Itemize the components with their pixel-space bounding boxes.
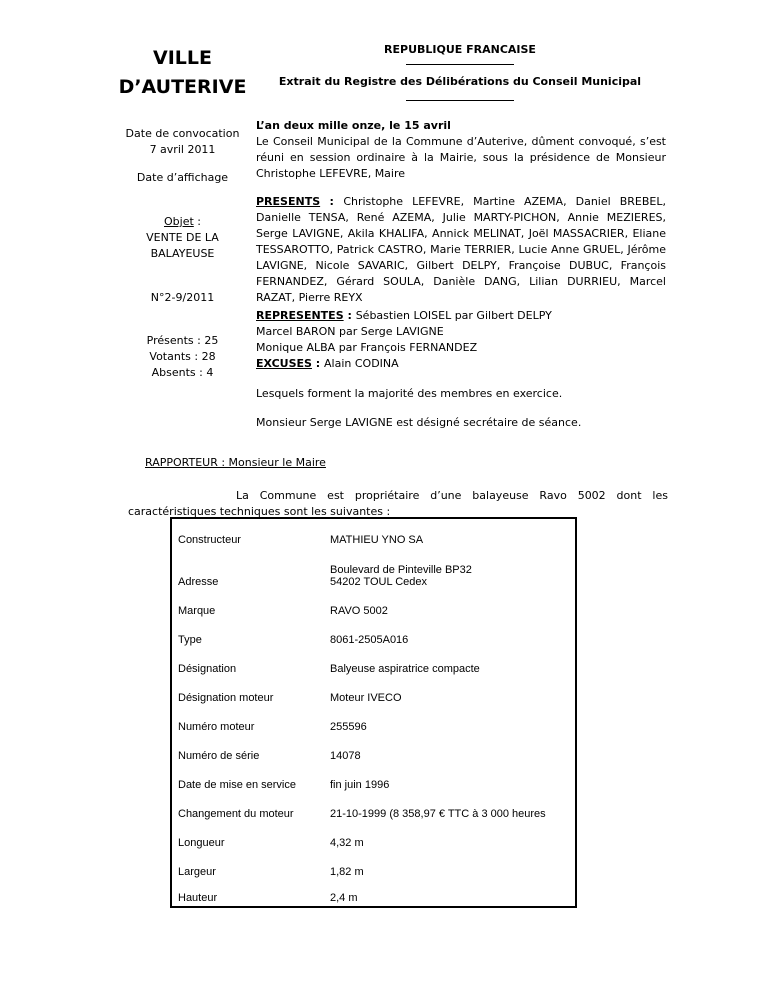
representes-line-2: Marcel BARON par Serge LAVIGNE (256, 325, 444, 338)
table-row (171, 677, 576, 706)
vote-counts (110, 333, 255, 381)
spec-value: RAVO 5002 (330, 605, 388, 617)
presents-separator: : (320, 195, 344, 208)
presents-count: Présents : 25 (146, 334, 219, 347)
excuses-label: EXCUSES (256, 357, 312, 370)
spec-value: Moteur IVECO (330, 692, 402, 704)
convocation-block (110, 126, 255, 158)
header-rule-top (406, 58, 514, 65)
intro-paragraph (128, 488, 668, 520)
session-text: Le Conseil Municipal de la Commune d’Auterive, dûment convoqué, s’est réuni en session ordinaire à la Mairie, sous la présidence de Monsieur Christophe LEFEVRE, Maire (256, 135, 666, 180)
table-row (171, 793, 576, 822)
town-line-1: VILLE (153, 47, 212, 69)
spec-value: Balyeuse aspiratrice compacte (330, 663, 480, 675)
presents-label: PRESENTS (256, 195, 321, 208)
spec-label: Numéro de série (178, 750, 260, 762)
spec-value: 2,4 m (330, 892, 358, 904)
address-line-1: Boulevard de Pinteville BP32 (330, 564, 472, 576)
spec-label: Marque (178, 605, 216, 617)
spec-label: Numéro moteur (178, 721, 255, 733)
spec-label: Date de mise en service (178, 779, 296, 791)
specifications-table (170, 517, 577, 908)
presents-names: Christophe LEFEVRE, Martine AZEMA, Daniel BREBEL, Danielle TENSA, René AZEMA, Julie MARTY-PICHON, Annie MEZIERES, Serge LAVIGNE, Akila KHALIFA, Annick MELINAT, Joël MASSACRIER, Eliane TESSAROTTO, Patrick CASTRO, Marie TERRIER, Lucie Anne GRUEL, Jérôme LAVIGNE, Nicole SAVARIC, Gilbert DELPY, Françoise DUBUC, François FERNANDEZ, Gérard SOULA, Danièle DANG, Lilian DURRIEU, Marcel RAZAT, Pierre REYX (256, 195, 667, 304)
spec-label: Désignation moteur (178, 692, 274, 704)
intro-line-2: caractéristiques techniques sont les suivantes : (128, 505, 391, 518)
affichage-label: Date d’affichage (136, 171, 229, 184)
table-row (171, 619, 576, 648)
intro-line-1: La Commune est propriétaire d’une balayeuse Ravo 5002 dont les (236, 489, 668, 502)
spec-label: Changement du moteur (178, 808, 294, 820)
excuses-names: Alain CODINA (324, 357, 399, 370)
spec-label: Désignation (178, 663, 237, 675)
spec-value: fin juin 1996 (330, 779, 390, 791)
secretary-text: Monsieur Serge LAVIGNE est désigné secrétaire de séance. (256, 416, 582, 429)
town-line-2: D’AUTERIVE (118, 76, 247, 98)
absents-count: Absents : 4 (151, 366, 214, 379)
table-row (171, 880, 576, 907)
session-block (256, 118, 666, 182)
table-row (171, 648, 576, 677)
spec-value: 8061-2505A016 (330, 634, 409, 646)
spec-value (324, 548, 576, 590)
majority-text: Lesquels forment la majorité des membres en exercice. (256, 387, 563, 400)
objet-block (110, 214, 255, 262)
table-row (171, 590, 576, 619)
table-row (171, 851, 576, 880)
spec-label: Type (178, 634, 202, 646)
representes-label: REPRESENTES (256, 309, 344, 322)
representes-name-1: Sébastien LOISEL par Gilbert DELPY (355, 309, 552, 322)
spec-label: Hauteur (178, 892, 218, 904)
table-row (171, 518, 576, 548)
header-rule-bottom (406, 92, 514, 101)
spec-value: 255596 (330, 721, 367, 733)
objet-line-1: VENTE DE LA (146, 231, 219, 244)
representes-block (256, 308, 666, 372)
spec-value: 14078 (330, 750, 361, 762)
republic-title: REPUBLIQUE FRANCAISE (384, 43, 536, 56)
table-row (171, 706, 576, 735)
spec-value: MATHIEU YNO SA (330, 534, 424, 546)
session-date: L’an deux mille onze, le 15 avril (256, 119, 451, 132)
excuses-separator: : (311, 357, 325, 370)
objet-heading (110, 214, 255, 230)
town-name (90, 44, 275, 102)
rapporteur-heading: RAPPORTEUR : Monsieur le Maire (145, 456, 326, 469)
deliberation-reference: N°2-9/2011 (150, 291, 215, 304)
convocation-label: Date de convocation (125, 127, 240, 140)
spec-value: 4,32 m (330, 837, 364, 849)
register-title: Extrait du Registre des Délibérations du Conseil Municipal (278, 75, 642, 88)
address-line-2: 54202 TOUL Cedex (330, 576, 428, 588)
convocation-date: 7 avril 2011 (149, 143, 216, 156)
excuses-line (256, 356, 666, 372)
table-row (171, 548, 576, 590)
representes-separator: : (343, 309, 356, 322)
spec-label: Longueur (178, 837, 225, 849)
table-row (171, 735, 576, 764)
representes-line-1 (256, 308, 666, 324)
presents-block (256, 194, 666, 306)
spec-label: Constructeur (178, 534, 241, 546)
objet-label: Objet (164, 215, 194, 228)
document-header (255, 42, 665, 101)
objet-line-2: BALAYEUSE (150, 247, 215, 260)
spec-value: 21-10-1999 (8 358,97 € TTC à 3 000 heures (330, 808, 546, 820)
spec-label: Adresse (178, 576, 219, 588)
votants-count: Votants : 28 (149, 350, 216, 363)
table-row (171, 764, 576, 793)
representes-line-3: Monique ALBA par François FERNANDEZ (256, 341, 478, 354)
objet-separator: : (193, 215, 201, 228)
spec-value: 1,82 m (330, 866, 364, 878)
table-row (171, 822, 576, 851)
spec-label: Largeur (178, 866, 216, 878)
